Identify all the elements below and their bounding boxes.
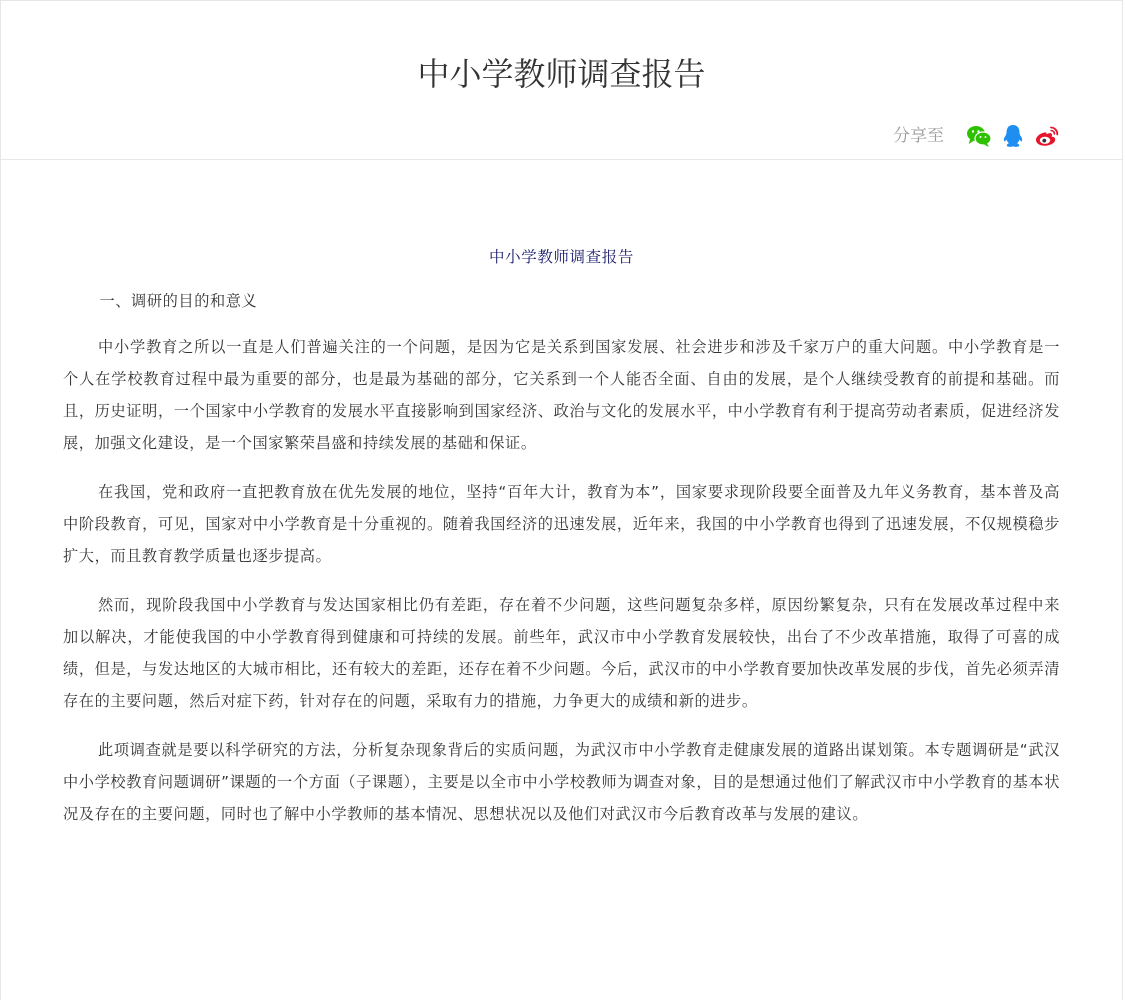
document-title: 中小学教师调查报告 bbox=[489, 248, 634, 266]
paragraph: 在我国，党和政府一直把教育放在优先发展的地位，坚持“百年大计，教育为本”，国家要求现阶段要全面普及九年义务教育，基本普及高中阶段教育，可见，国家对中小学教育是十分重视的。随着我国经济的迅速发展，近年来，我国的中小学教育也得到了迅速发展，不仅规模稳步扩大，而且教育教学质量也逐步提高。 bbox=[63, 483, 1060, 565]
wechat-icon bbox=[966, 124, 992, 148]
page-title: 中小学教师调查报告 bbox=[417, 55, 706, 93]
paragraph: 此项调查就是要以科学研究的方法，分析复杂现象背后的实质问题，为武汉市中小学教育走健康发展的道路出谋划策。本专题调研是“武汉中小学校教育问题调研”课题的一个方面（子课题），主要是以全市中小学校教师为调查对象，目的是想通过他们了解武汉市中小学教育的基本状况及存在的主要问题，同时也了解中小学教师的基本情况、思想状况以及他们对武汉市今后教育改革与发展的建议。 bbox=[63, 741, 1060, 823]
share-label: 分享至 bbox=[893, 126, 944, 146]
article-header bbox=[1, 1, 1122, 160]
paragraph: 然而，现阶段我国中小学教育与发达国家相比仍有差距，存在着不少问题，这些问题复杂多样，原因纷繁复杂，只有在发展改革过程中来加以解决，才能使我国的中小学教育得到健康和可持续的发展。前些年，武汉市中小学教育发展较快，出台了不少改革措施，取得了可喜的成绩，但是，与发达地区的大城市相比，还有较大的差距，还存在着不少问题。今后，武汉市的中小学教育要加快改革发展的步伐，首先必须弄清存在的主要问题，然后对症下药，针对存在的问题，采取有力的措施，力争更大的成绩和新的进步。 bbox=[63, 596, 1060, 710]
weibo-icon bbox=[1034, 124, 1060, 148]
qq-icon bbox=[1002, 124, 1024, 148]
share-wechat-button[interactable] bbox=[966, 123, 992, 149]
share-qq-button[interactable] bbox=[1000, 123, 1026, 149]
share-weibo-button[interactable] bbox=[1034, 123, 1060, 149]
paragraph: 中小学教育之所以一直是人们普遍关注的一个问题，是因为它是关系到国家发展、社会进步和涉及千家万户的重大问题。中小学教育是一个人在学校教育过程中最为重要的部分，也是最为基础的部分，它关系到一个人能否全面、自由的发展，是个人继续受教育的前提和基础。而且，历史证明，一个国家中小学教育的发展水平直接影响到国家经济、政治与文化的发展水平，中小学教育有利于提高劳动者素质，促进经济发展，加强文化建设，是一个国家繁荣昌盛和持续发展的基础和保证。 bbox=[63, 338, 1060, 452]
article-body bbox=[63, 241, 1060, 847]
section-heading: 一、调研的目的和意义 bbox=[99, 292, 258, 310]
share-bar bbox=[893, 122, 1060, 150]
